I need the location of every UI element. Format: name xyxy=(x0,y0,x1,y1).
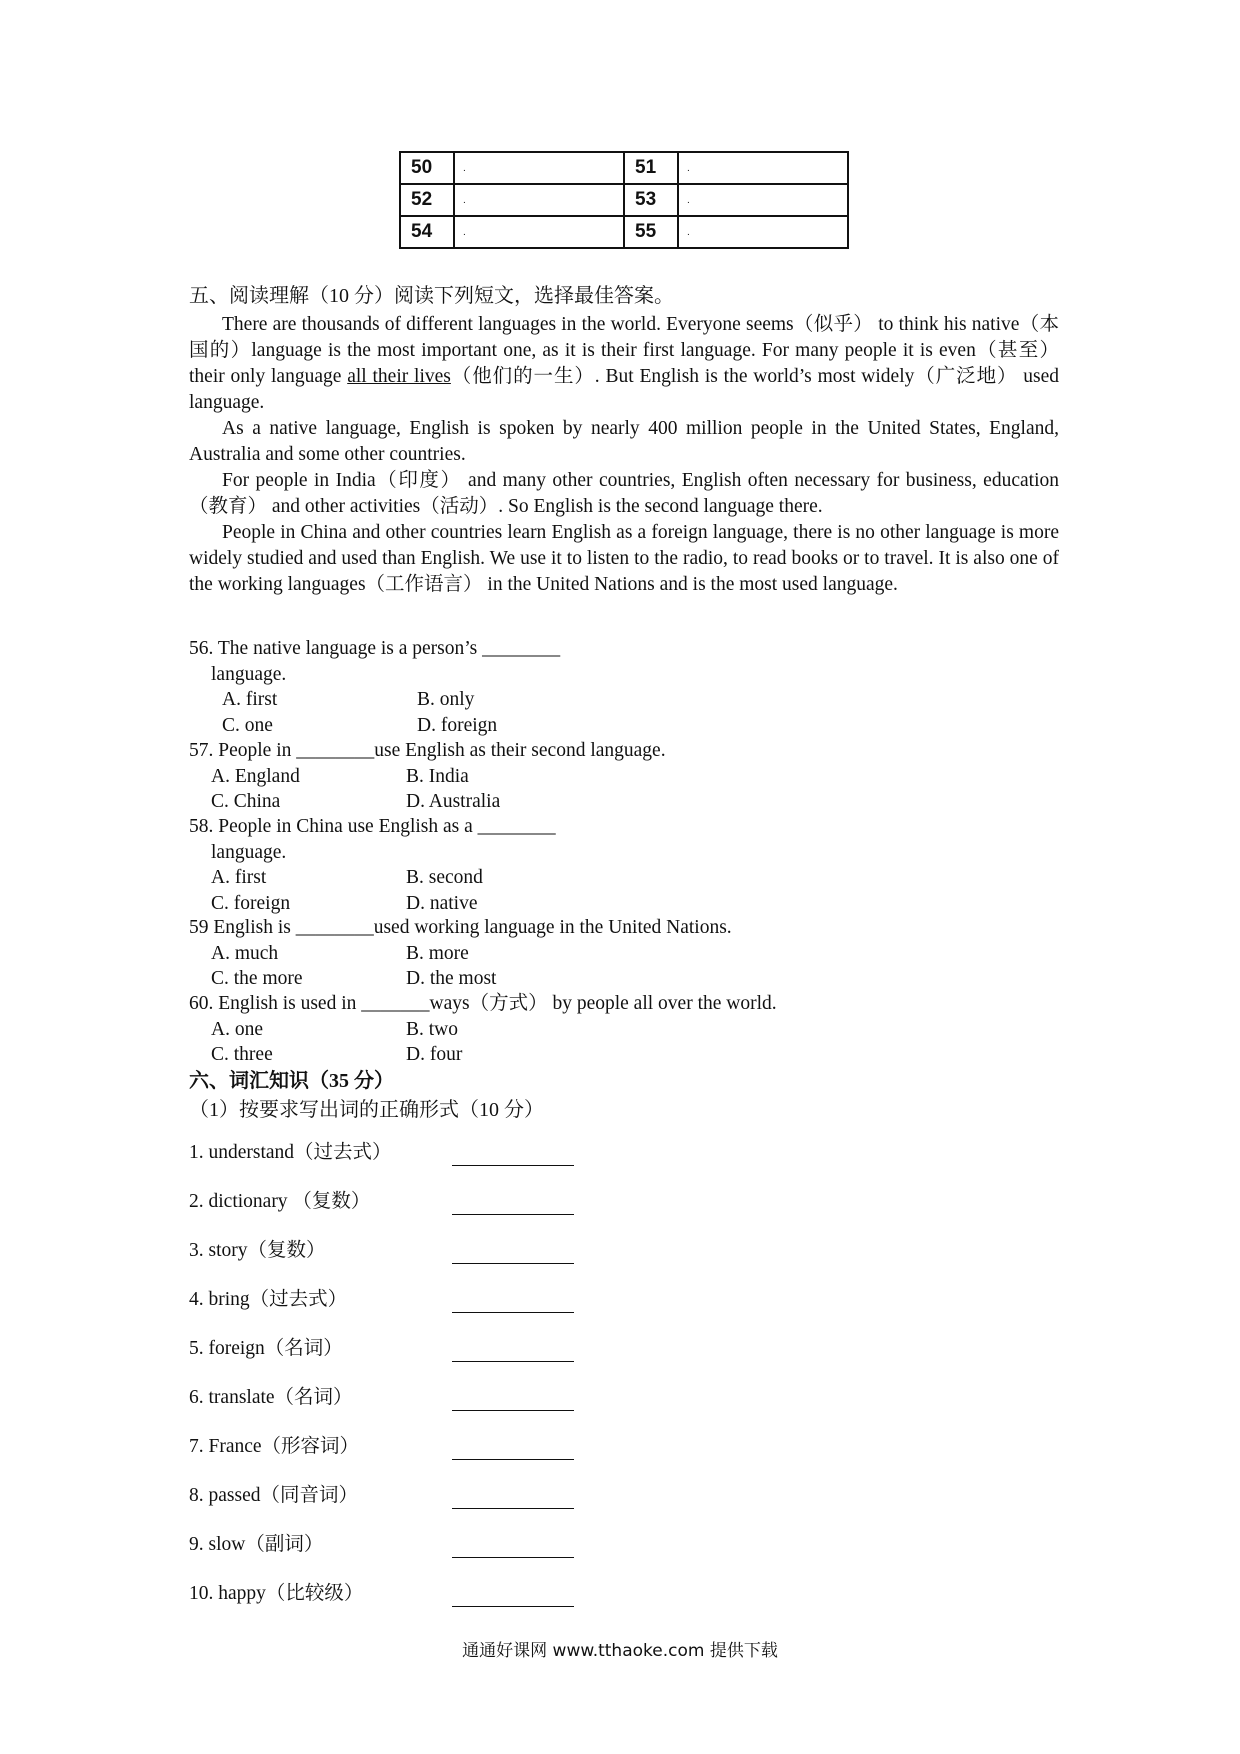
vocab-item xyxy=(189,1434,609,1460)
table-row xyxy=(400,184,848,216)
option-b[interactable]: B. India xyxy=(406,765,469,787)
vocab-item xyxy=(189,1238,609,1264)
question-56 xyxy=(189,636,1059,738)
vocab-item xyxy=(189,1483,609,1509)
question-stem: 58. People in China use English as a ________ xyxy=(189,816,556,837)
answer-blank[interactable] xyxy=(452,1241,574,1264)
option-c[interactable]: C. foreign xyxy=(211,892,291,914)
page-footer: 通通好课网 www.tthaoke.com 提供下载 xyxy=(462,1641,778,1661)
answer-blank[interactable] xyxy=(452,1192,574,1215)
answer-blank[interactable] xyxy=(452,1437,574,1460)
option-b[interactable]: B. second xyxy=(406,867,483,888)
answer-blank[interactable] xyxy=(452,1584,574,1607)
vocab-prompt: 9. slow（副词） xyxy=(189,1534,324,1555)
question-number: 52 xyxy=(400,184,454,216)
answer-blank[interactable] xyxy=(452,1486,574,1509)
option-d[interactable]: D. native xyxy=(406,892,478,914)
vocab-prompt: 8. passed（同音词） xyxy=(189,1485,358,1506)
paragraph-text: There are thousands of different languages in the world. Everyone seems（似乎） to think his native（本国的）language is the most important one, as it is their first language. For many people it is even（甚至）their only language xyxy=(189,314,1059,387)
option-a[interactable]: A. first xyxy=(222,689,278,710)
vocab-prompt: 1. understand（过去式） xyxy=(189,1142,392,1163)
option-d[interactable]: D. Australia xyxy=(406,791,501,812)
question-number: 53 xyxy=(624,184,678,216)
answer-blank[interactable] xyxy=(452,1290,574,1313)
vocab-prompt: 2. dictionary （复数） xyxy=(189,1191,371,1212)
underlined-phrase: all their lives xyxy=(347,366,451,387)
reading-passage xyxy=(189,312,1059,598)
question-continuation: language. xyxy=(211,841,287,863)
passage-paragraph-3: For people in India（印度） and many other countries, English often necessary for business, education（教育） and other activities（活动）. So English is the second language there. xyxy=(189,470,1059,517)
table-row xyxy=(400,216,848,248)
question-stem: 60. English is used in _______ways（方式） by people all over the world. xyxy=(189,993,777,1014)
vocab-prompt: 3. story（复数） xyxy=(189,1240,326,1261)
paragraph-text: （他们的一生）. But English is the world’s most widely（广泛地） used language. xyxy=(189,366,1059,413)
option-c[interactable]: C. one xyxy=(222,714,273,736)
section6-subheading: （1）按要求写出词的正确形式（10 分） xyxy=(189,1099,544,1121)
option-a[interactable]: A. first xyxy=(211,867,267,888)
option-row xyxy=(189,687,1059,713)
question-58 xyxy=(189,814,1059,916)
vocab-prompt: 6. translate（名词） xyxy=(189,1387,353,1408)
option-b[interactable]: B. more xyxy=(406,942,469,964)
question-number: 51 xyxy=(624,152,678,184)
vocab-item xyxy=(189,1532,609,1558)
answer-cell: . xyxy=(678,216,848,248)
answer-cell: . xyxy=(678,184,848,216)
option-c[interactable]: C. China xyxy=(211,791,281,812)
table-row xyxy=(400,152,848,184)
question-57 xyxy=(189,738,1059,815)
option-row xyxy=(189,789,1059,815)
vocab-item xyxy=(189,1581,609,1607)
option-row xyxy=(189,865,1059,891)
vocab-item xyxy=(189,1385,609,1411)
option-d[interactable]: D. the most xyxy=(406,968,497,989)
question-number: 55 xyxy=(624,216,678,248)
vocab-prompt: 7. France（形容词） xyxy=(189,1436,360,1457)
vocab-prompt: 5. foreign（名词） xyxy=(189,1338,343,1359)
vocab-item xyxy=(189,1189,609,1215)
option-a[interactable]: A. one xyxy=(211,1018,263,1040)
option-row xyxy=(189,941,1059,967)
option-d[interactable]: D. four xyxy=(406,1044,463,1065)
option-a[interactable]: A. England xyxy=(211,765,300,787)
option-row xyxy=(189,891,1059,917)
answer-blank[interactable] xyxy=(452,1143,574,1166)
passage-paragraph-2: As a native language, English is spoken by nearly 400 million people in the United States, England, Australia and some other countries. xyxy=(189,418,1059,465)
option-b[interactable]: B. only xyxy=(417,689,475,710)
option-row xyxy=(189,1042,1059,1068)
vocab-prompt: 10. happy（比较级） xyxy=(189,1583,364,1604)
answer-cell: . xyxy=(454,152,624,184)
section5-heading: 五、阅读理解（10 分）阅读下列短文，选择最佳答案。 xyxy=(189,285,674,307)
option-row xyxy=(189,764,1059,790)
question-59 xyxy=(189,915,1059,992)
answer-blank[interactable] xyxy=(452,1535,574,1558)
answer-blank[interactable] xyxy=(452,1339,574,1362)
answer-cell: . xyxy=(678,152,848,184)
option-d[interactable]: D. foreign xyxy=(417,714,498,736)
passage-paragraph-1 xyxy=(189,312,1059,416)
question-number: 50 xyxy=(400,152,454,184)
question-stem: 56. The native language is a person’s ________ xyxy=(189,638,561,659)
question-continuation: language. xyxy=(211,663,287,685)
vocab-item xyxy=(189,1287,609,1313)
option-row xyxy=(189,966,1059,992)
section6-heading: 六、词汇知识（35 分） xyxy=(189,1070,394,1092)
option-c[interactable]: C. the more xyxy=(211,968,303,989)
answer-table xyxy=(399,151,849,249)
option-b[interactable]: B. two xyxy=(406,1018,459,1040)
answer-cell: . xyxy=(454,216,624,248)
vocab-item xyxy=(189,1140,609,1166)
answer-cell: . xyxy=(454,184,624,216)
question-number: 54 xyxy=(400,216,454,248)
passage-paragraph-4: People in China and other countries learn English as a foreign language, there is no other language is more widely studied and used than English. We use it to listen to the radio, to read books or to travel. It is also one of the working languages（工作语言） in the United Nations and is the most used language. xyxy=(189,522,1059,595)
option-a[interactable]: A. much xyxy=(211,942,279,964)
vocab-prompt: 4. bring（过去式） xyxy=(189,1289,348,1310)
question-stem: 57. People in ________use English as their second language. xyxy=(189,740,666,761)
option-row xyxy=(189,1017,1059,1043)
option-row xyxy=(189,713,1059,739)
question-stem: 59 English is ________used working language in the United Nations. xyxy=(189,917,732,938)
option-c[interactable]: C. three xyxy=(211,1044,273,1065)
answer-blank[interactable] xyxy=(452,1388,574,1411)
question-60 xyxy=(189,991,1059,1068)
vocab-item xyxy=(189,1336,609,1362)
